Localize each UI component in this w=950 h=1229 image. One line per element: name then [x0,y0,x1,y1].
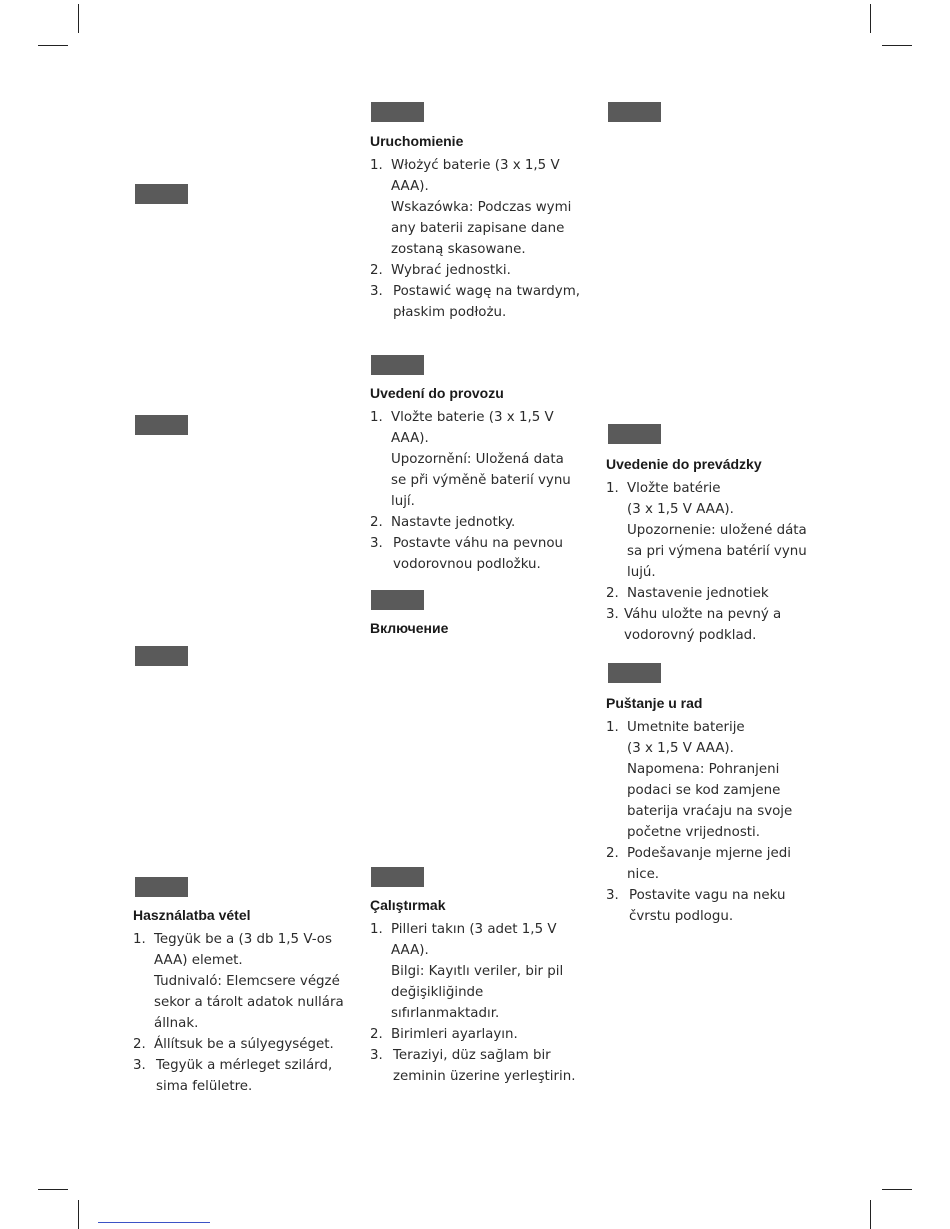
section-ru [370,618,590,642]
steps-list [606,717,821,927]
list-item: 2. Birimleri ayarlayın. [370,1027,518,1042]
crop-mark [38,45,68,46]
crop-mark [882,1189,912,1190]
crop-mark [78,4,79,33]
crop-mark [882,45,912,46]
section-heading: Uruchomienie [370,133,464,149]
section-pl [370,131,590,323]
crop-mark [38,1189,68,1190]
list-item: 2. Wybrać jednostki. [370,263,511,278]
list-item: 1. Włożyć baterie (3 x 1,5 V AAA). Wskazówka: Podczas wymi any baterii zapisane dane zostaną skasowane. [370,158,572,257]
language-tab-swatch [371,590,424,610]
list-item: 3. Postavite vagu na neku čvrstu podlogu. [606,888,786,924]
section-heading: Uvedení do provozu [370,385,504,401]
section-heading: Uvedenie do prevádzky [606,456,762,472]
language-tab-swatch [608,102,661,122]
list-item: 2. Podešavanje mjerne jedi nice. [606,846,791,882]
language-tab-swatch [371,867,424,887]
language-tab-swatch [135,184,188,204]
crop-mark [870,4,871,33]
section-heading: Puštanje u rad [606,695,703,711]
language-tab-swatch [608,663,661,683]
footer-link-underline [98,1222,210,1223]
section-tr [370,895,590,1087]
language-tab-swatch [135,646,188,666]
list-item: 3. Postavte váhu na pevnou vodorovnou podložku. [370,536,564,572]
list-item: 2. Nastavenie jednotiek [606,586,769,601]
language-tab-swatch [608,424,661,444]
section-hr [606,693,821,927]
section-heading: Включение [370,620,449,636]
list-item: 3. Postawić wagę na twardym, płaskim podłożu. [370,284,581,320]
list-item: 1. Umetnite baterije (3 x 1,5 V AAA). Napomena: Pohranjeni podaci se kod zamjene baterija vraćaju na svoje početne vrijednosti. [606,720,793,840]
steps-list [370,155,590,323]
language-tab-swatch [371,102,424,122]
list-item: 3. Tegyük a mérleget szilárd, sima felületre. [133,1058,333,1094]
steps-list [370,407,590,575]
list-item: 3. Teraziyi, düz sağlam bir zeminin üzerine yerleştirin. [370,1048,576,1084]
section-sk [606,454,821,646]
section-hu [133,905,353,1097]
language-tab-swatch [135,415,188,435]
language-tab-swatch [371,355,424,375]
steps-list [133,929,353,1097]
list-item: 1. Vložte baterie (3 x 1,5 V AAA). Upozornění: Uložená data se při výměně baterií vynu lují. [370,410,571,509]
list-item: 1. Vložte batérie (3 x 1,5 V AAA). Upozornenie: uložené dáta sa pri výmena batérií vynu lujú. [606,481,807,580]
section-heading: Çalıştırmak [370,897,446,913]
crop-mark [78,1200,79,1229]
list-item: 1. Tegyük be a (3 db 1,5 V-os AAA) elemet. Tudnivaló: Elemcsere végzé sekor a tárolt adatok nullára állnak. [133,932,344,1031]
steps-list [370,919,590,1087]
list-item: 3. Váhu uložte na pevný a vodorovný podklad. [606,607,782,643]
steps-list [606,478,821,646]
language-tab-swatch [135,877,188,897]
list-item: 1. Pilleri takın (3 adet 1,5 V AAA). Bilgi: Kayıtlı veriler, bir pil değişikliğinde sıfırlanmaktadır. [370,922,564,1021]
section-cs [370,383,590,575]
crop-mark [870,1200,871,1229]
section-heading: Használatba vétel [133,907,251,923]
list-item: 2. Nastavte jednotky. [370,515,516,530]
list-item: 2. Állítsuk be a súlyegységet. [133,1037,334,1052]
